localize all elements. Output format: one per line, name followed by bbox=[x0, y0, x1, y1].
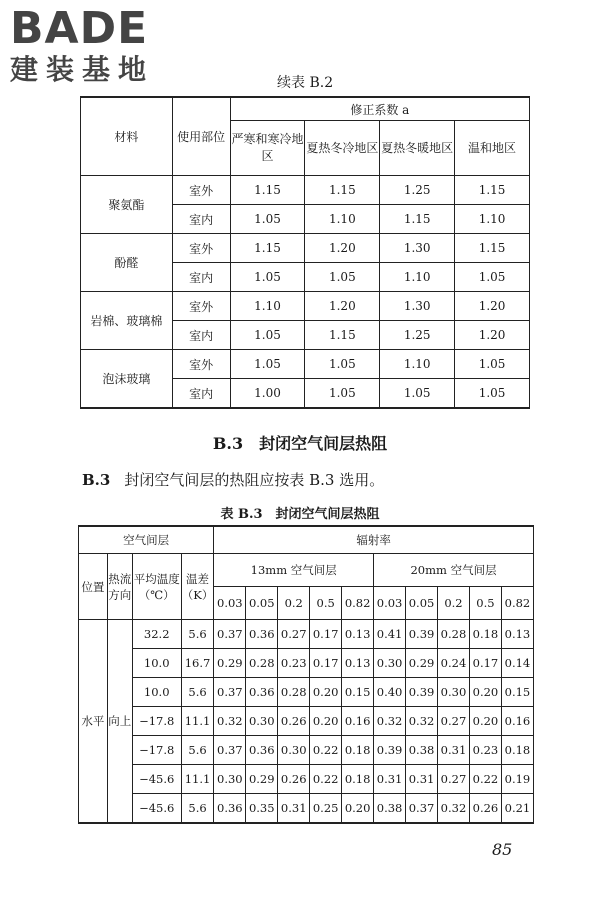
resistance-value: 0.16 bbox=[342, 707, 374, 736]
resistance-value: 0.18 bbox=[501, 736, 533, 765]
resistance-value: 0.16 bbox=[501, 707, 533, 736]
resistance-value: 0.14 bbox=[501, 649, 533, 678]
resistance-value: 0.18 bbox=[342, 765, 374, 794]
coefficient-value: 1.15 bbox=[455, 234, 530, 263]
location-cell: 室内 bbox=[172, 205, 230, 234]
resistance-value: 0.37 bbox=[406, 794, 438, 824]
emissivity-value: 0.82 bbox=[501, 587, 533, 620]
coefficient-value: 1.15 bbox=[305, 176, 380, 205]
temperature-difference-cell: 16.7 bbox=[181, 649, 214, 678]
header-20mm-layer: 20mm 空气间层 bbox=[374, 554, 534, 587]
coefficient-value: 1.30 bbox=[380, 292, 455, 321]
resistance-value: 0.21 bbox=[501, 794, 533, 824]
table-row bbox=[81, 350, 530, 379]
material-name: 聚氨酯 bbox=[81, 176, 173, 234]
coefficient-value: 1.05 bbox=[380, 379, 455, 409]
coefficient-value: 1.05 bbox=[305, 379, 380, 409]
resistance-value: 0.31 bbox=[438, 736, 470, 765]
coefficient-value: 1.10 bbox=[230, 292, 305, 321]
resistance-value: 0.31 bbox=[406, 765, 438, 794]
resistance-value: 0.36 bbox=[246, 736, 278, 765]
coefficient-value: 1.10 bbox=[455, 205, 530, 234]
temperature-difference-cell: 5.6 bbox=[181, 620, 214, 649]
location-cell: 室内 bbox=[172, 321, 230, 350]
temperature-difference-cell: 5.6 bbox=[181, 736, 214, 765]
average-temperature-cell: −45.6 bbox=[132, 765, 181, 794]
resistance-value: 0.39 bbox=[406, 620, 438, 649]
resistance-value: 0.22 bbox=[469, 765, 501, 794]
resistance-value: 0.32 bbox=[438, 794, 470, 824]
header-13mm-layer: 13mm 空气间层 bbox=[214, 554, 374, 587]
resistance-value: 0.31 bbox=[374, 765, 406, 794]
resistance-value: 0.35 bbox=[246, 794, 278, 824]
table-row bbox=[79, 678, 534, 707]
coefficient-value: 1.15 bbox=[230, 234, 305, 263]
header-average-temperature: 平均温度（℃） bbox=[132, 554, 181, 620]
average-temperature-cell: −17.8 bbox=[132, 736, 181, 765]
resistance-value: 0.18 bbox=[469, 620, 501, 649]
resistance-value: 0.36 bbox=[214, 794, 246, 824]
average-temperature-cell: 10.0 bbox=[132, 649, 181, 678]
resistance-value: 0.28 bbox=[246, 649, 278, 678]
resistance-value: 0.27 bbox=[278, 620, 310, 649]
emissivity-value: 0.03 bbox=[374, 587, 406, 620]
emissivity-value: 0.5 bbox=[469, 587, 501, 620]
resistance-value: 0.28 bbox=[438, 620, 470, 649]
resistance-value: 0.23 bbox=[278, 649, 310, 678]
emissivity-value: 0.5 bbox=[310, 587, 342, 620]
material-name: 酚醛 bbox=[81, 234, 173, 292]
coefficient-value: 1.05 bbox=[305, 263, 380, 292]
coefficient-value: 1.05 bbox=[230, 321, 305, 350]
clause-text: 封闭空气间层的热阻应按表 B.3 选用。 bbox=[124, 471, 385, 489]
emissivity-value: 0.2 bbox=[278, 587, 310, 620]
material-name: 岩棉、玻璃棉 bbox=[81, 292, 173, 350]
coefficient-value: 1.05 bbox=[230, 350, 305, 379]
coefficient-value: 1.25 bbox=[380, 321, 455, 350]
header-region: 严寒和寒冷地区 bbox=[230, 121, 305, 176]
resistance-value: 0.18 bbox=[342, 736, 374, 765]
resistance-value: 0.15 bbox=[501, 678, 533, 707]
resistance-value: 0.31 bbox=[278, 794, 310, 824]
correction-coefficient-table bbox=[80, 96, 530, 409]
table2-caption: 表 B.3 封闭空气间层热阻 bbox=[220, 507, 380, 522]
table-row bbox=[79, 649, 534, 678]
resistance-value: 0.27 bbox=[438, 707, 470, 736]
coefficient-value: 1.15 bbox=[455, 176, 530, 205]
coefficient-value: 1.05 bbox=[455, 350, 530, 379]
header-coefficient: 修正系数 a bbox=[230, 97, 529, 121]
table-row bbox=[81, 234, 530, 263]
resistance-value: 0.13 bbox=[501, 620, 533, 649]
location-cell: 室外 bbox=[172, 234, 230, 263]
resistance-value: 0.28 bbox=[278, 678, 310, 707]
emissivity-value: 0.05 bbox=[246, 587, 278, 620]
coefficient-value: 1.10 bbox=[380, 263, 455, 292]
coefficient-value: 1.20 bbox=[305, 234, 380, 263]
header-region: 温和地区 bbox=[455, 121, 530, 176]
resistance-value: 0.22 bbox=[310, 765, 342, 794]
header-region: 夏热冬冷地区 bbox=[305, 121, 380, 176]
emissivity-value: 0.05 bbox=[406, 587, 438, 620]
logo-chinese: 建装基地 bbox=[10, 53, 155, 86]
average-temperature-cell: −45.6 bbox=[132, 794, 181, 824]
emissivity-value: 0.03 bbox=[214, 587, 246, 620]
resistance-value: 0.32 bbox=[406, 707, 438, 736]
flow-direction-cell: 向上 bbox=[107, 620, 132, 824]
resistance-value: 0.15 bbox=[342, 678, 374, 707]
resistance-value: 0.26 bbox=[469, 794, 501, 824]
resistance-value: 0.30 bbox=[214, 765, 246, 794]
resistance-value: 0.29 bbox=[406, 649, 438, 678]
coefficient-value: 1.10 bbox=[305, 205, 380, 234]
resistance-value: 0.37 bbox=[214, 736, 246, 765]
average-temperature-cell: 10.0 bbox=[132, 678, 181, 707]
coefficient-value: 1.25 bbox=[380, 176, 455, 205]
resistance-value: 0.20 bbox=[310, 678, 342, 707]
location-cell: 室外 bbox=[172, 350, 230, 379]
resistance-value: 0.24 bbox=[438, 649, 470, 678]
resistance-value: 0.38 bbox=[406, 736, 438, 765]
temperature-difference-cell: 5.6 bbox=[181, 794, 214, 824]
coefficient-value: 1.15 bbox=[230, 176, 305, 205]
resistance-value: 0.25 bbox=[310, 794, 342, 824]
resistance-value: 0.17 bbox=[310, 649, 342, 678]
resistance-value: 0.41 bbox=[374, 620, 406, 649]
table-row bbox=[79, 620, 534, 649]
table-row bbox=[79, 707, 534, 736]
temperature-difference-cell: 11.1 bbox=[181, 765, 214, 794]
header-location: 使用部位 bbox=[172, 97, 230, 176]
resistance-value: 0.30 bbox=[278, 736, 310, 765]
coefficient-value: 1.20 bbox=[305, 292, 380, 321]
resistance-value: 0.37 bbox=[214, 620, 246, 649]
location-cell: 室外 bbox=[172, 176, 230, 205]
coefficient-value: 1.05 bbox=[455, 263, 530, 292]
position-cell: 水平 bbox=[79, 620, 108, 824]
resistance-value: 0.32 bbox=[214, 707, 246, 736]
resistance-value: 0.32 bbox=[374, 707, 406, 736]
air-layer-resistance-table bbox=[78, 525, 534, 824]
resistance-value: 0.17 bbox=[310, 620, 342, 649]
resistance-value: 0.13 bbox=[342, 649, 374, 678]
bade-logo bbox=[10, 3, 180, 86]
header-temperature-difference: 温差（K） bbox=[181, 554, 214, 620]
table1-caption: 续表 B.2 bbox=[277, 75, 334, 91]
coefficient-value: 1.30 bbox=[380, 234, 455, 263]
table-row bbox=[79, 736, 534, 765]
coefficient-value: 1.10 bbox=[380, 350, 455, 379]
resistance-value: 0.39 bbox=[406, 678, 438, 707]
clause-paragraph bbox=[82, 469, 384, 490]
resistance-value: 0.26 bbox=[278, 765, 310, 794]
header-flow-direction: 热流方向 bbox=[107, 554, 132, 620]
coefficient-value: 1.20 bbox=[455, 292, 530, 321]
header-air-layer: 空气间层 bbox=[79, 526, 214, 554]
resistance-value: 0.29 bbox=[246, 765, 278, 794]
table-row bbox=[81, 292, 530, 321]
location-cell: 室内 bbox=[172, 263, 230, 292]
clause-number: B.3 bbox=[82, 471, 111, 489]
resistance-value: 0.30 bbox=[438, 678, 470, 707]
resistance-value: 0.27 bbox=[438, 765, 470, 794]
coefficient-value: 1.05 bbox=[230, 205, 305, 234]
resistance-value: 0.20 bbox=[469, 707, 501, 736]
resistance-value: 0.22 bbox=[310, 736, 342, 765]
table-row bbox=[79, 765, 534, 794]
coefficient-value: 1.20 bbox=[455, 321, 530, 350]
header-position: 位置 bbox=[79, 554, 108, 620]
header-emissivity: 辐射率 bbox=[214, 526, 534, 554]
resistance-value: 0.30 bbox=[374, 649, 406, 678]
coefficient-value: 1.05 bbox=[455, 379, 530, 409]
resistance-value: 0.36 bbox=[246, 620, 278, 649]
average-temperature-cell: 32.2 bbox=[132, 620, 181, 649]
location-cell: 室外 bbox=[172, 292, 230, 321]
coefficient-value: 1.00 bbox=[230, 379, 305, 409]
page-number: 85 bbox=[492, 840, 513, 859]
coefficient-value: 1.15 bbox=[305, 321, 380, 350]
resistance-value: 0.37 bbox=[214, 678, 246, 707]
logo-brand: BADE bbox=[10, 3, 149, 54]
resistance-value: 0.20 bbox=[342, 794, 374, 824]
resistance-value: 0.13 bbox=[342, 620, 374, 649]
temperature-difference-cell: 11.1 bbox=[181, 707, 214, 736]
emissivity-value: 0.2 bbox=[438, 587, 470, 620]
resistance-value: 0.23 bbox=[469, 736, 501, 765]
table-row bbox=[79, 794, 534, 824]
resistance-value: 0.29 bbox=[214, 649, 246, 678]
resistance-value: 0.38 bbox=[374, 794, 406, 824]
temperature-difference-cell: 5.6 bbox=[181, 678, 214, 707]
resistance-value: 0.39 bbox=[374, 736, 406, 765]
emissivity-value: 0.82 bbox=[342, 587, 374, 620]
material-name: 泡沫玻璃 bbox=[81, 350, 173, 409]
resistance-value: 0.40 bbox=[374, 678, 406, 707]
coefficient-value: 1.05 bbox=[305, 350, 380, 379]
resistance-value: 0.17 bbox=[469, 649, 501, 678]
section-heading: B.3 封闭空气间层热阻 bbox=[212, 434, 388, 453]
resistance-value: 0.20 bbox=[310, 707, 342, 736]
header-material: 材料 bbox=[81, 97, 173, 176]
resistance-value: 0.19 bbox=[501, 765, 533, 794]
coefficient-value: 1.05 bbox=[230, 263, 305, 292]
average-temperature-cell: −17.8 bbox=[132, 707, 181, 736]
coefficient-value: 1.15 bbox=[380, 205, 455, 234]
table-row bbox=[81, 176, 530, 205]
resistance-value: 0.30 bbox=[246, 707, 278, 736]
resistance-value: 0.26 bbox=[278, 707, 310, 736]
location-cell: 室内 bbox=[172, 379, 230, 409]
resistance-value: 0.20 bbox=[469, 678, 501, 707]
resistance-value: 0.36 bbox=[246, 678, 278, 707]
header-region: 夏热冬暖地区 bbox=[380, 121, 455, 176]
